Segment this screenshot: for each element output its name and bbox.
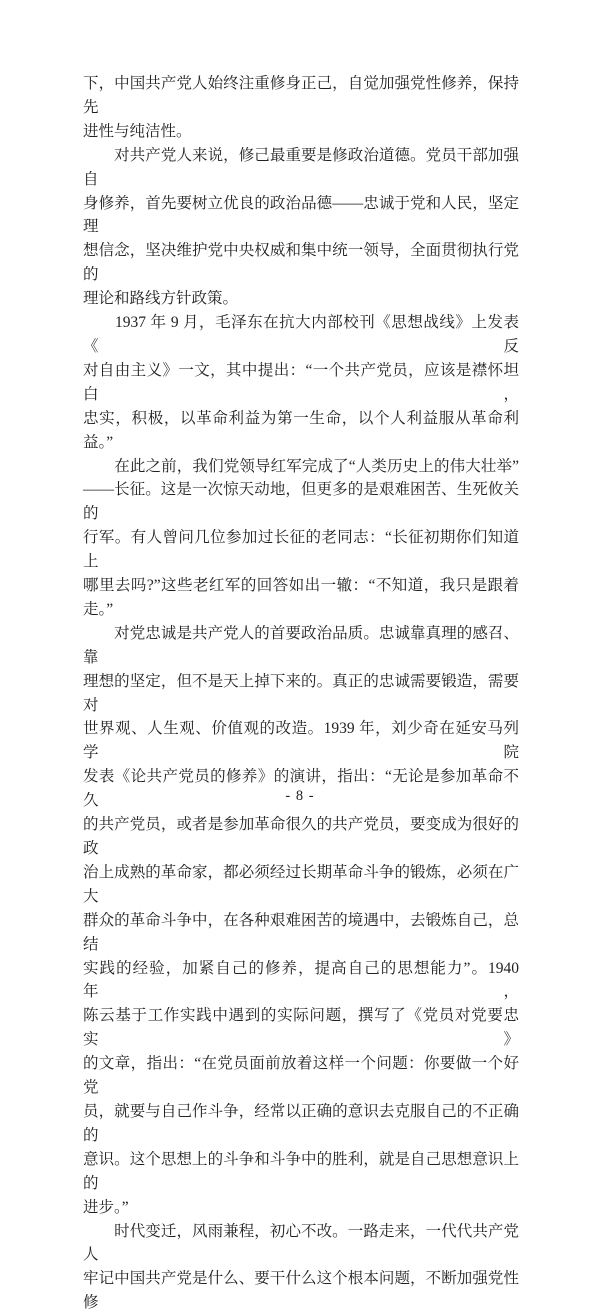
text-line: ——长征。这是一次惊天动地，但更多的是艰难困苦、生死攸关的 [83, 481, 519, 523]
text-line: 想信念，坚决维护党中央权威和集中统一领导，全面贯彻执行党的 [83, 242, 519, 284]
text-line: 理想的坚定，但不是天上掉下来的。真正的忠诚需要锻造，需要对 [83, 672, 519, 714]
page-number: - 8 - [285, 788, 315, 804]
text-line: 进性与纯洁性。 [83, 122, 192, 140]
text-line: 身修养，首先要树立优良的政治品德——忠诚于党和人民，坚定理 [83, 194, 519, 236]
text-line: 在此之前，我们党领导红军完成了“人类历史上的伟大壮举” [83, 457, 519, 475]
text-line: 1937 年 9 月，毛泽东在抗大内部校刊《思想战线》上发表《反 [83, 314, 519, 355]
text-line: 的共产党员，或者是参加革命很久的共产党员，要变成为很好的政 [83, 816, 519, 857]
text-line: 陈云基于工作实践中遇到的实际问题，撰写了《党员对党要忠实》 [83, 1007, 519, 1049]
text-line: 时代变迁，风雨兼程，初心不改。一路走来，一代代共产党人 [83, 1222, 519, 1264]
text-line: 实践的经验，加紧自己的修养，提高自己的思想能力”。1940 年， [83, 959, 523, 1001]
text-line: 对党忠诚是共产党人的首要政治品质。忠诚靠真理的感召、靠 [83, 624, 519, 666]
text-line: 发表《论共产党员的修养》的演讲，指出：“无论是参加革命不久 [83, 768, 519, 810]
text-line: 进步。” [83, 1198, 129, 1216]
text-line: 哪里去吗?”这些老红军的回答如出一辙：“不知道，我只是跟着 [83, 577, 519, 595]
text-line: 员，就要与自己作斗争，经常以正确的意识去克服自己的不正确的 [83, 1102, 519, 1144]
document-body [83, 72, 523, 1315]
text-line: 对共产党人来说，修己最重要是修政治道德。党员干部加强自 [83, 146, 519, 188]
text-line: 意识。这个思想上的斗争和斗争中的胜利，就是自己思想意识上的 [83, 1150, 519, 1192]
text-line: 忠实，积极，以革命利益为第一生命，以个人利益服从革命利益。” [83, 409, 519, 451]
text-line: 下，中国共产党人始终注重修身正己，自觉加强党性修养，保持先 [83, 75, 519, 116]
text-line: 群众的革命斗争中，在各种艰难困苦的境遇中，去锻炼自己，总结 [83, 911, 519, 953]
text-line: 世界观、人生观、价值观的改造。1939 年，刘少奇在延安马列学院 [83, 720, 519, 762]
text-line: 对自由主义》一文，其中提出：“一个共产党员，应该是襟怀坦白， [83, 361, 519, 403]
text-line: 行军。有人曾问几位参加过长征的老同志：“长征初期你们知道上 [83, 529, 519, 571]
text-line: 治上成熟的革命家，都必须经过长期革命斗争的锻炼，必须在广大 [83, 863, 519, 905]
text-line: 走。” [83, 600, 114, 618]
text-line: 的文章，指出：“在党员面前放着这样一个问题：你要做一个好党 [83, 1055, 519, 1097]
text-line: 理论和路线方针政策。 [83, 290, 239, 308]
text-line: 牢记中国共产党是什么、要干什么这个根本问题，不断加强党性修 [83, 1270, 519, 1312]
